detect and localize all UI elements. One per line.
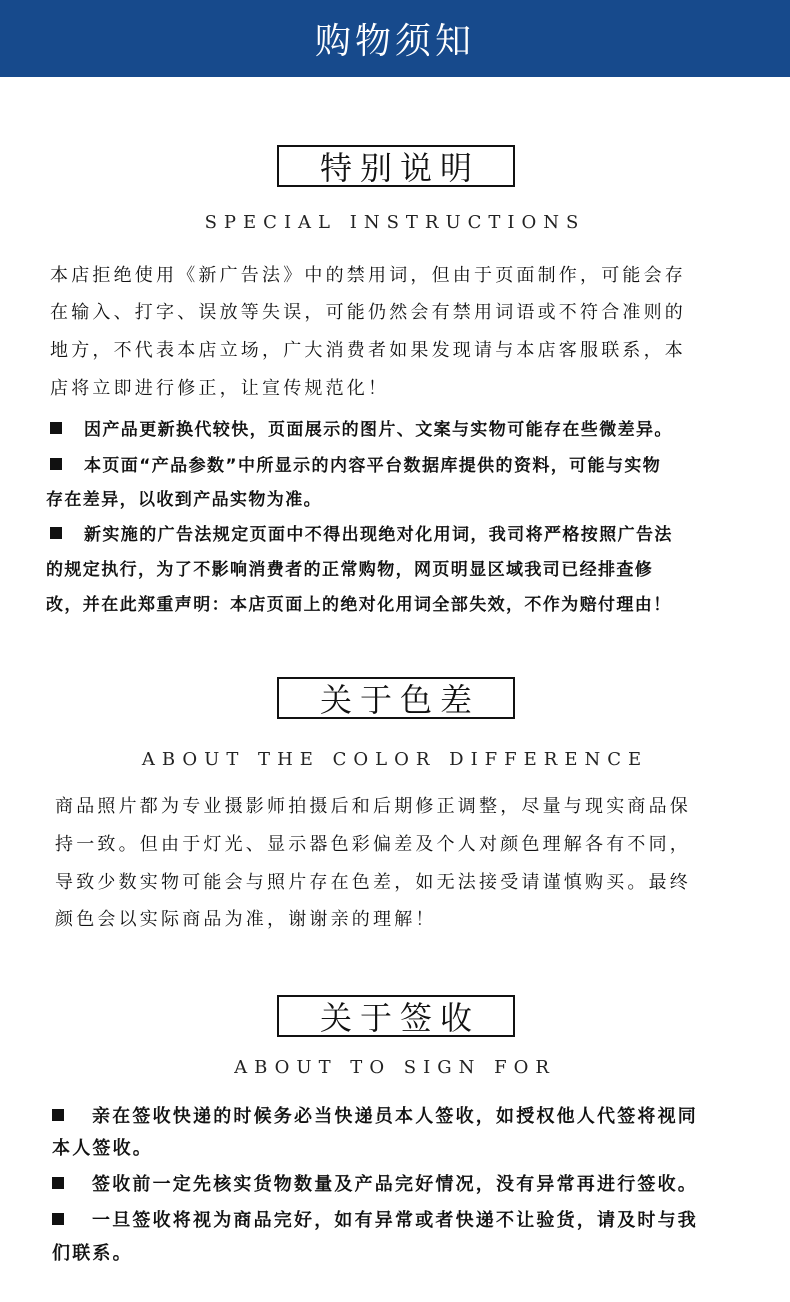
section-heading-color [277, 677, 515, 719]
section-heading-color-text: 关于色差 [319, 681, 480, 719]
section-heading-sign [277, 995, 515, 1037]
paragraph-line: 地方，不代表本店立场，广大消费者如果发现请与本店客服联系，本 [50, 340, 686, 361]
bullet-item [50, 520, 673, 545]
bullet-continuation: 本人签收。 [52, 1138, 153, 1159]
square-bullet-icon [50, 527, 62, 539]
section-heading-sign-text: 关于签收 [319, 999, 480, 1037]
bullet-item [50, 415, 673, 440]
paragraph-line: 商品照片都为专业摄影师拍摄后和后期修正调整，尽量与现实商品保 [55, 796, 691, 817]
section-subtitle-color: ABOUT THE COLOR DIFFERENCE [141, 749, 649, 770]
page-header-banner [0, 0, 790, 77]
bullet-item [50, 451, 661, 476]
bullet-item [52, 1170, 698, 1196]
bullet-item [52, 1206, 698, 1232]
paragraph-line: 本店拒绝使用《新广告法》中的禁用词，但由于页面制作，可能会存 [50, 265, 686, 286]
section-subtitle-special: SPECIAL INSTRUCTIONS [204, 212, 586, 233]
square-bullet-icon [50, 422, 62, 434]
bullet-item [52, 1102, 698, 1128]
section-subtitle-sign: ABOUT TO SIGN FOR [234, 1057, 556, 1078]
bullet-text: 一旦签收将视为商品完好，如有异常或者快递不让验货，请及时与我 [92, 1210, 698, 1231]
paragraph-line: 导致少数实物可能会与照片存在色差，如无法接受请谨慎购买。最终 [55, 872, 691, 893]
bullet-continuation: 们联系。 [52, 1243, 133, 1264]
section-heading-special [277, 145, 515, 187]
section-heading-special-text: 特别说明 [319, 149, 480, 187]
paragraph-line: 持一致。但由于灯光、显示器色彩偏差及个人对颜色理解各有不同， [55, 834, 691, 855]
square-bullet-icon [52, 1177, 64, 1189]
bullet-text: 亲在签收快递的时候务必当快递员本人签收，如授权他人代签将视同 [92, 1106, 698, 1127]
bullet-continuation: 存在差异，以收到产品实物为准。 [46, 490, 322, 510]
bullet-text: 新实施的广告法规定页面中不得出现绝对化用词，我司将严格按照广告法 [84, 525, 673, 545]
page-title: 购物须知 [314, 21, 475, 62]
square-bullet-icon [52, 1109, 64, 1121]
square-bullet-icon [50, 458, 62, 470]
bullet-continuation: 改，并在此郑重声明：本店页面上的绝对化用词全部失效，不作为赔付理由！ [46, 595, 672, 615]
paragraph-line: 店将立即进行修正，让宣传规范化！ [50, 378, 390, 399]
paragraph-line: 在输入、打字、误放等失误，可能仍然会有禁用词语或不符合准则的 [50, 302, 686, 323]
bullet-continuation: 的规定执行，为了不影响消费者的正常购物，网页明显区域我司已经排查修 [46, 560, 654, 580]
square-bullet-icon [52, 1213, 64, 1225]
bullet-text: 签收前一定先核实货物数量及产品完好情况，没有异常再进行签收。 [92, 1174, 698, 1195]
paragraph-line: 颜色会以实际商品为准，谢谢亲的理解！ [55, 909, 437, 930]
bullet-text: 因产品更新换代较快，页面展示的图片、文案与实物可能存在些微差异。 [84, 420, 673, 440]
bullet-text: 本页面“产品参数”中所显示的内容平台数据库提供的资料，可能与实物 [84, 456, 662, 476]
